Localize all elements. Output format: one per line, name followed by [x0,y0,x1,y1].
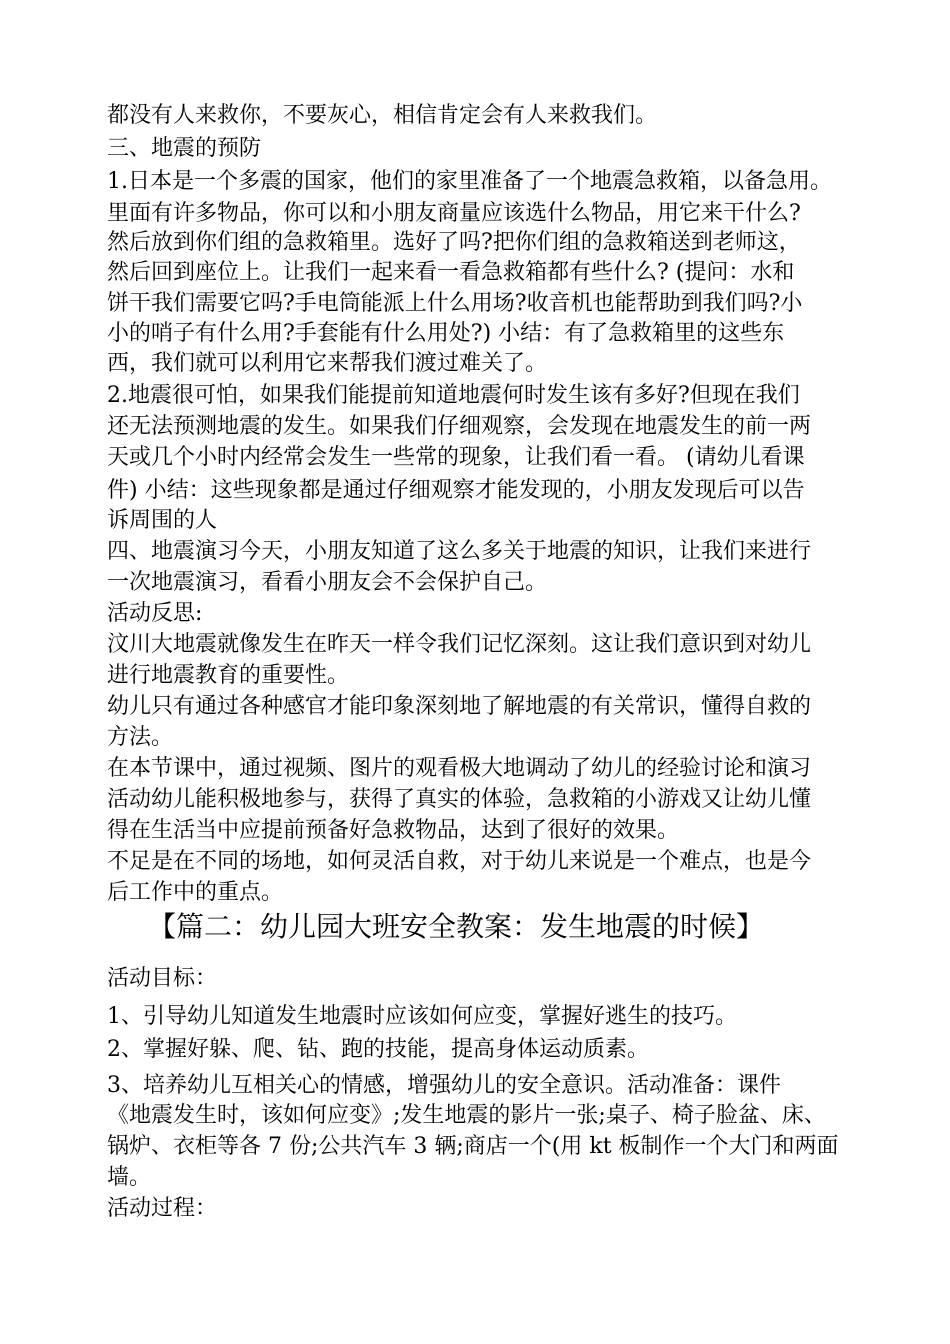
text-line: 一次地震演习，看看小朋友会不会保护自己。 [107,570,548,595]
section-heading: 【篇二：幼儿园大班安全教案：发生地震的时候】 [148,910,765,943]
text-line: 里面有许多物品，你可以和小朋友商量应该选什么物品，用它来干什么? [107,201,801,226]
text-line: 不足是在不同的场地，如何灵活自救，对于幼儿来说是一个难点，也是今 [107,849,812,874]
text-line: 活动幼儿能积极地参与，获得了真实的体验，急救箱的小游戏又让幼儿懂 [107,787,812,812]
text-line: 诉周围的人 [107,508,218,533]
text-line: 3、培养幼儿互相关心的情感，增强幼儿的安全意识。活动准备：课件 [107,1073,781,1098]
text-line: 后工作中的重点。 [107,880,284,905]
text-line: 然后回到座位上。让我们一起来看一看急救箱都有些什么? (提问：水和 [107,260,795,285]
text-line: 三、地震的预防 [107,136,262,161]
text-line: 《地震发生时，该如何应变》;发生地震的影片一张;桌子、椅子脸盆、床、 [107,1103,826,1128]
text-line: 在本节课中，通过视频、图片的观看极大地调动了幼儿的经验讨论和演习 [107,756,812,781]
text-line: 都没有人来救你，不要灰心，相信肯定会有人来救我们。 [107,103,658,128]
text-line: 四、地震演习今天，小朋友知道了这么多关于地震的知识，让我们来进行 [107,539,812,564]
text-line: 1.日本是一个多震的国家，他们的家里准备了一个地震急救箱，以备急用。 [107,169,832,194]
text-line: 幼儿只有通过各种感官才能印象深刻地了解地震的有关常识，懂得自救的 [107,694,812,719]
text-line: 活动目标： [107,966,218,991]
text-line: 饼干我们需要它吗?手电筒能派上什么用场?收音机也能帮助到我们吗?小 [107,291,803,316]
text-line: 小的哨子有什么用?手套能有什么用处?) 小结：有了急救箱里的这些东 [107,321,785,346]
text-line: 天或几个小时内经常会发生一些常的现象，让我们看一看。 (请幼儿看课 [107,445,805,470]
text-line: 2、掌握好躲、爬、钻、跑的技能，提高身体运动质素。 [107,1037,649,1062]
text-line: 还无法预测地震的发生。如果我们仔细观察，会发现在地震发生的前一两 [107,414,812,439]
text-line: 方法。 [107,725,174,750]
text-line: 活动过程： [107,1196,218,1221]
text-line: 锅炉、衣柜等各 7 份;公共汽车 3 辆;商店一个(用 kt 板制作一个大门和两面 [107,1134,839,1159]
text-line: 2.地震很可怕，如果我们能提前知道地震何时发生该有多好?但现在我们 [107,383,800,408]
text-line: 1、引导幼儿知道发生地震时应该如何应变，掌握好逃生的技巧。 [107,1004,737,1029]
text-line: 然后放到你们组的急救箱里。选好了吗?把你们组的急救箱送到老师这， [107,230,801,255]
text-line: 件) 小结：这些现象都是通过仔细观察才能发现的，小朋友发现后可以告 [107,478,805,503]
text-line: 得在生活当中应提前预备好急救物品，达到了很好的效果。 [107,818,680,843]
text-line: 西，我们就可以利用它来帮我们渡过难关了。 [107,351,548,376]
text-line: 墙。 [107,1165,152,1190]
text-line: 汶川大地震就像发生在昨天一样令我们记忆深刻。这让我们意识到对幼儿 [107,632,812,657]
text-line: 进行地震教育的重要性。 [107,663,350,688]
text-line: 活动反思: [107,601,203,626]
